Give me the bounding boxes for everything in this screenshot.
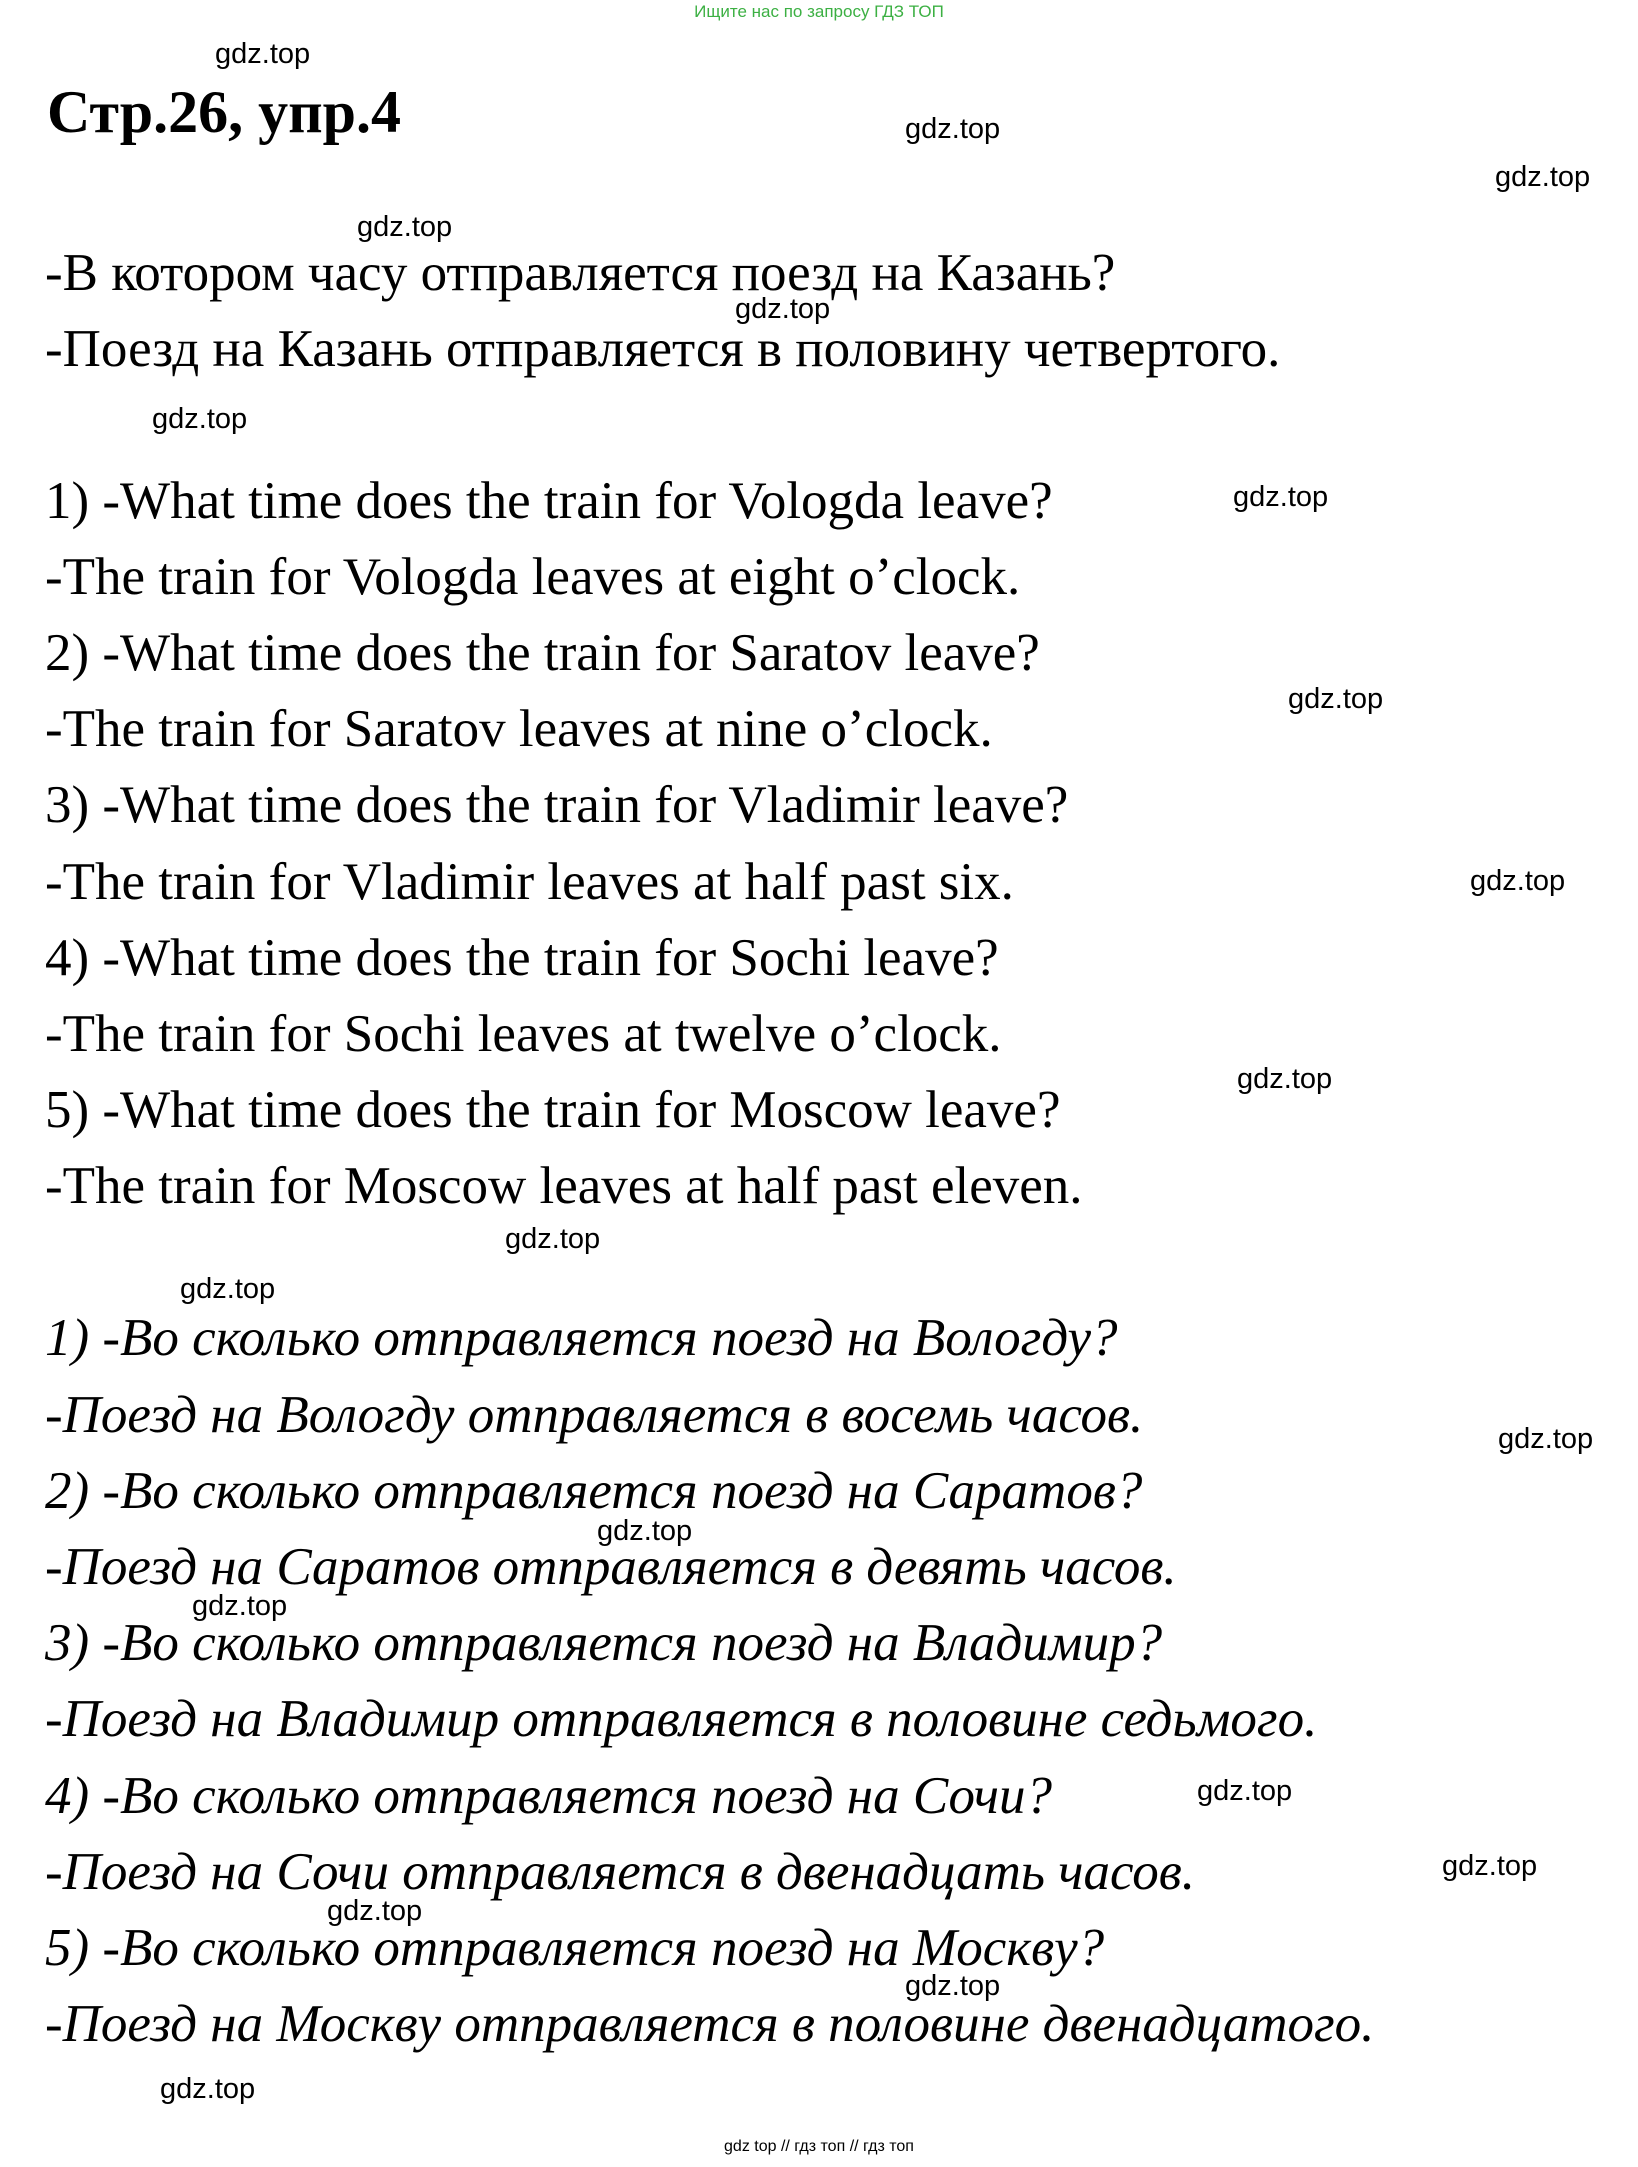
english-line: -The train for Vladimir leaves at half past six. xyxy=(45,853,1014,911)
watermark: gdz.top xyxy=(357,211,453,243)
watermark: gdz.top xyxy=(152,403,248,435)
english-line: -The train for Saratov leaves at nine o’clock. xyxy=(45,700,993,758)
watermark: gdz.top xyxy=(735,293,831,325)
top-banner: Ищите нас по запросу ГДЗ ТОП xyxy=(694,2,944,21)
watermark: gdz.top xyxy=(160,2073,256,2105)
english-line: 1) -What time does the train for Vologda leave? xyxy=(45,472,1053,530)
russian-line: -Поезд на Вологду отправляется в восемь часов. xyxy=(45,1386,1144,1444)
russian-line: -Поезд на Саратов отправляется в девять часов. xyxy=(45,1538,1177,1596)
watermark: gdz.top xyxy=(215,38,311,70)
page-title: Стр.26, упр.4 xyxy=(47,79,402,145)
watermark: gdz.top xyxy=(905,113,1001,145)
russian-line: 1) -Во сколько отправляется поезд на Вологду? xyxy=(45,1309,1118,1367)
watermark: gdz.top xyxy=(1470,865,1566,897)
english-line: -The train for Moscow leaves at half past eleven. xyxy=(45,1157,1083,1215)
watermark: gdz.top xyxy=(327,1895,423,1927)
russian-line: -Поезд на Сочи отправляется в двенадцать часов. xyxy=(45,1843,1195,1901)
english-line: 4) -What time does the train for Sochi leave? xyxy=(45,929,999,987)
watermark: gdz.top xyxy=(1495,161,1591,193)
watermark: gdz.top xyxy=(1288,683,1384,715)
watermark: gdz.top xyxy=(905,1970,1001,2002)
watermark: gdz.top xyxy=(1197,1775,1293,1807)
english-line: 3) -What time does the train for Vladimir leave? xyxy=(45,776,1069,834)
english-line: -The train for Sochi leaves at twelve o’clock. xyxy=(45,1005,1002,1063)
russian-line: 2) -Во сколько отправляется поезд на Саратов? xyxy=(45,1462,1143,1520)
russian-line: 4) -Во сколько отправляется поезд на Сочи? xyxy=(45,1767,1052,1825)
example-answer: -Поезд на Казань отправляется в половину четвертого. xyxy=(45,320,1281,378)
russian-line: 3) -Во сколько отправляется поезд на Владимир? xyxy=(45,1614,1163,1672)
footer-links: gdz top // гдз топ // гдз топ xyxy=(724,2138,914,2155)
english-line: 2) -What time does the train for Saratov leave? xyxy=(45,624,1040,682)
watermark: gdz.top xyxy=(180,1273,276,1305)
watermark: gdz.top xyxy=(1233,481,1329,513)
watermark: gdz.top xyxy=(1498,1423,1594,1455)
example-question: -В котором часу отправляется поезд на Казань? xyxy=(45,244,1116,302)
watermark: gdz.top xyxy=(597,1515,693,1547)
russian-line: -Поезд на Владимир отправляется в половине седьмого. xyxy=(45,1690,1318,1748)
watermark: gdz.top xyxy=(1237,1063,1333,1095)
watermark: gdz.top xyxy=(1442,1850,1538,1882)
russian-line: 5) -Во сколько отправляется поезд на Москву? xyxy=(45,1919,1105,1977)
english-line: 5) -What time does the train for Moscow leave? xyxy=(45,1081,1061,1139)
english-line: -The train for Vologda leaves at eight o’clock. xyxy=(45,548,1021,606)
watermark: gdz.top xyxy=(505,1223,601,1255)
russian-line: -Поезд на Москву отправляется в половине двенадцатого. xyxy=(45,1995,1375,2053)
watermark: gdz.top xyxy=(192,1590,288,1622)
